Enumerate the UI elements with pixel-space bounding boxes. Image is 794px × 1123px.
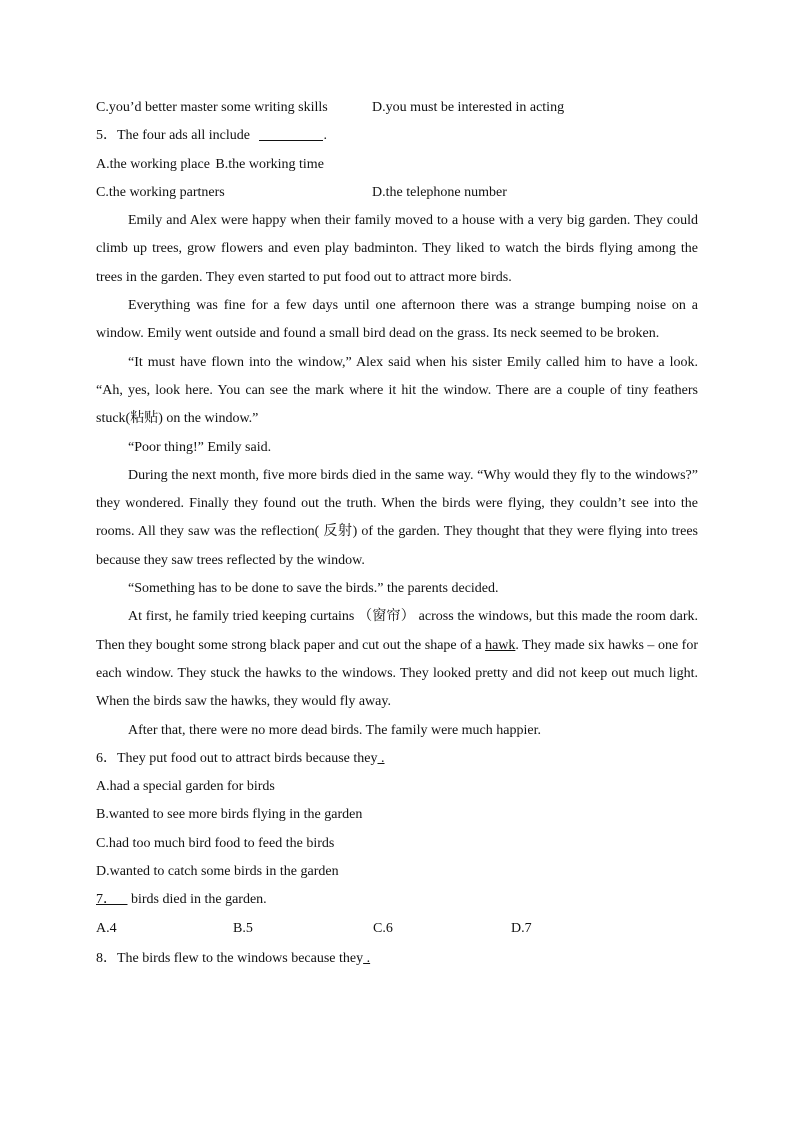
q6-stem-line: [96, 745, 698, 773]
q7-options: [96, 915, 698, 943]
passage-paragraph-7: [96, 603, 698, 716]
passage-paragraph-4: “Poor thing!” Emily said.: [128, 439, 272, 455]
passage-paragraph-1: Emily and Alex were happy when their family moved to a house with a very big garden. They could climb up trees, grow flowers and even play badminton. They liked to watch the birds flying among the trees in the garden. They even started to put food out to attract more birds.: [96, 213, 698, 285]
passage-paragraph-3: “It must have flown into the window,” Alex said when his sister Emily called him to have a look. “Ah, yes, look here. You can see the mark where it hit the window. There are a couple of tiny feathers stuck(粘贴) on the window.”: [96, 354, 698, 427]
q7-stem-line: [96, 886, 698, 914]
q5-answer-blank[interactable]: [259, 126, 323, 141]
q4-option-d: D.you must be interested in acting: [372, 100, 565, 115]
passage-paragraph-6: “Something has to be done to save the birds.” the parents decided.: [128, 581, 499, 597]
q4-options-cd: [96, 94, 698, 122]
q6-option-a[interactable]: A.had a special garden for birds: [96, 779, 275, 795]
q5-option-a[interactable]: A.the working place: [96, 156, 210, 172]
passage-paragraph-5: During the next month, five more birds died in the same way. “Why would they fly to the windows?” they wondered. Finally they found out the truth. When the birds were flying, they couldn’t see into the rooms. All they saw was the reflection( 反射) of the garden. They thought that they were flying into trees because they saw trees reflected by the window.: [96, 467, 698, 568]
q7-option-a[interactable]: A.4: [96, 920, 117, 936]
q6-option-d[interactable]: D.wanted to catch some birds in the garden: [96, 864, 339, 880]
q7-option-b[interactable]: B.5: [233, 920, 253, 936]
q7-stem: birds died in the garden.: [127, 892, 267, 908]
q5-stem-line: [96, 122, 698, 150]
q7-number-blank[interactable]: 7．: [96, 892, 117, 908]
q8-answer-blank[interactable]: .: [363, 950, 371, 966]
passage-paragraph-7-text-b: . They made six hawks – one for each window. They stuck the hawks to the windows. They looked pretty and did not keep out much light. When the birds saw the hawks, they would fly away.: [96, 637, 699, 710]
q5-options-ab: [96, 151, 698, 179]
q7-option-d[interactable]: D.7: [511, 920, 532, 936]
document-page: [96, 94, 698, 973]
passage-paragraph-2: Everything was fine for a few days until one afternoon there was a strange bumping noise on a window. Emily went outside and found a small bird dead on the grass. Its neck seemed to be broken.: [96, 298, 698, 342]
q5-option-d[interactable]: D.the telephone number: [372, 184, 507, 200]
underlined-word-hawk: hawk: [485, 637, 516, 653]
q5-option-b[interactable]: B.the working time: [215, 156, 324, 172]
q6-option-c[interactable]: C.had too much bird food to feed the birds: [96, 835, 335, 851]
q4-option-c: C.you’d better master some writing skills: [96, 100, 328, 115]
passage-paragraph-7-text-a: At first, he family tried keeping curtains （窗帘） across the windows, but this made the room dark. Then they bought some strong black paper and cut out the shape of a: [96, 609, 698, 653]
q5-options-cd: [96, 179, 698, 207]
passage-paragraph-8: After that, there were no more dead birds. The family were much happier.: [128, 722, 541, 738]
q5-stem: 5．The four ads all include: [96, 128, 250, 144]
q7-option-c[interactable]: C.6: [373, 920, 393, 936]
q6-stem: 6．They put food out to attract birds because they: [96, 750, 378, 766]
q5-option-c[interactable]: C.the working partners: [96, 184, 225, 200]
q6-option-b[interactable]: B.wanted to see more birds flying in the garden: [96, 807, 363, 823]
q8-stem-line: [96, 945, 698, 973]
q8-stem: 8．The birds flew to the windows because they: [96, 950, 364, 966]
q5-stem-period: .: [323, 128, 327, 144]
q6-answer-blank[interactable]: .: [377, 750, 385, 766]
